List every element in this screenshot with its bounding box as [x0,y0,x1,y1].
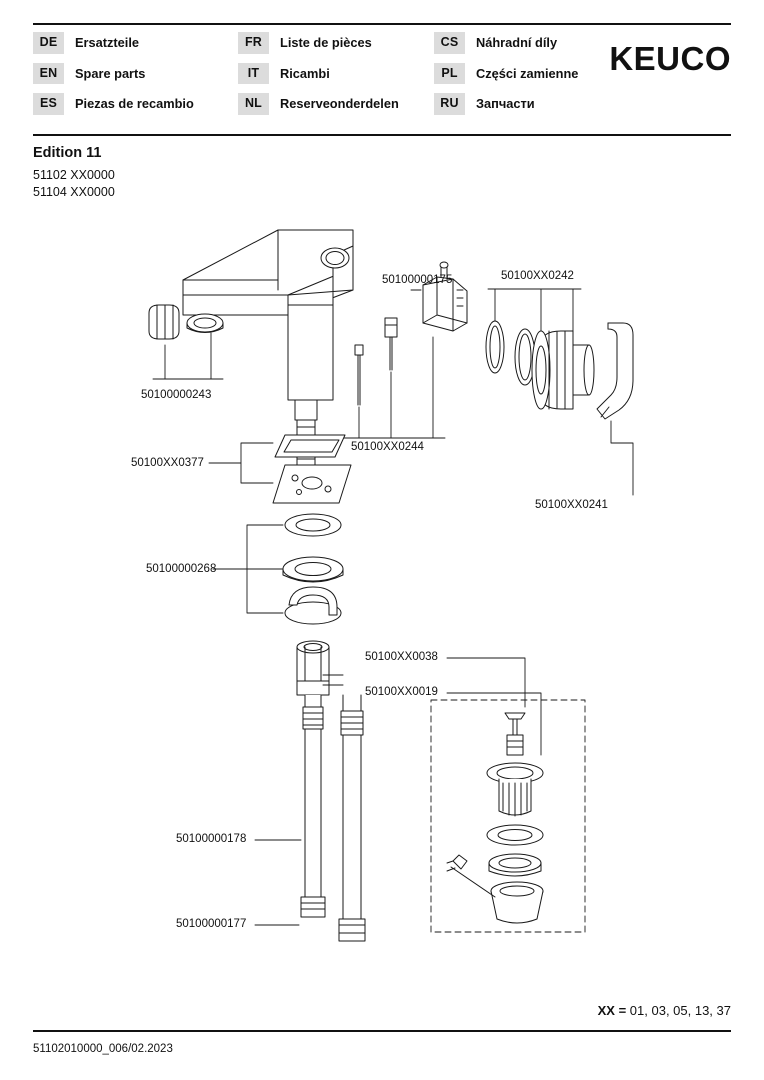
washer-stack [283,514,343,624]
language-entry-ru [434,93,614,115]
language-label-en: Spare parts [75,65,146,81]
language-entry-nl [238,93,434,115]
flex-hoses [301,675,365,941]
handle-sleeve [532,331,594,409]
xx-legend-prefix: XX = [597,1003,627,1018]
xx-legend [598,1003,731,1018]
language-header [33,32,731,115]
language-code-ru: RU [434,93,465,115]
language-code-fr: FR [238,32,269,54]
cartridge [423,262,467,331]
document-id: 51102010000_006/02.2023 [33,1043,173,1055]
language-label-ru: Запчасти [476,96,535,112]
language-entry-it [238,63,434,85]
base-plate [273,465,351,503]
language-entry-de [33,32,238,54]
language-code-pl: PL [434,63,465,85]
title-block [33,145,115,202]
header-top-rule [33,23,731,25]
part-label-50100000243: 50100000243 [141,389,212,401]
brand-logo: KEUCO [609,40,731,77]
product-code-2: 51104 XX0000 [33,185,115,199]
part-label-50100XX0244: 50100XX0244 [351,441,424,453]
footer-rule [33,1030,731,1032]
part-label-50100000177: 50100000177 [176,918,247,930]
language-code-en: EN [33,63,64,85]
language-label-cs: Náhradní díly [476,35,558,51]
xx-legend-values: 01, 03, 05, 13, 37 [626,1003,731,1018]
language-label-de: Ersatzteile [75,35,140,51]
language-label-fr: Liste de pièces [280,35,372,51]
language-code-es: ES [33,93,64,115]
mounting-nut [297,641,329,695]
language-label-nl: Reserveonderdelen [280,96,399,112]
header-bottom-rule [33,134,731,136]
language-entry-cs [434,32,614,54]
language-code-cs: CS [434,32,465,54]
diagram-svg [33,195,731,985]
exploded-diagram [33,195,731,985]
language-entry-fr [238,32,434,54]
language-entry-pl [434,63,614,85]
part-label-50100XX0038: 50100XX0038 [365,651,438,663]
language-label-it: Ricambi [280,65,330,81]
part-label-50100XX0377: 50100XX0377 [131,457,204,469]
language-label-pl: Części zamienne [476,65,579,81]
base-gasket [275,435,345,457]
language-entry-en [33,63,238,85]
part-label-50100XX0241: 50100XX0241 [535,499,608,511]
part-label-50100XX0019: 50100XX0019 [365,686,438,698]
language-code-it: IT [238,63,269,85]
part-label-50100000175: 50100000175 [382,274,453,286]
language-label-es: Piezas de recambio [75,96,194,112]
product-code-1: 51102 XX0000 [33,168,115,182]
language-code-nl: NL [238,93,269,115]
language-code-de: DE [33,32,64,54]
lever-handle [597,323,633,419]
language-entry-es [33,93,238,115]
part-label-50100XX0242: 50100XX0242 [501,270,574,282]
ring-set [486,321,535,385]
part-label-50100000178: 50100000178 [176,833,247,845]
part-label-50100000268: 50100000268 [146,563,217,575]
page-title: Edition 11 [33,145,102,161]
